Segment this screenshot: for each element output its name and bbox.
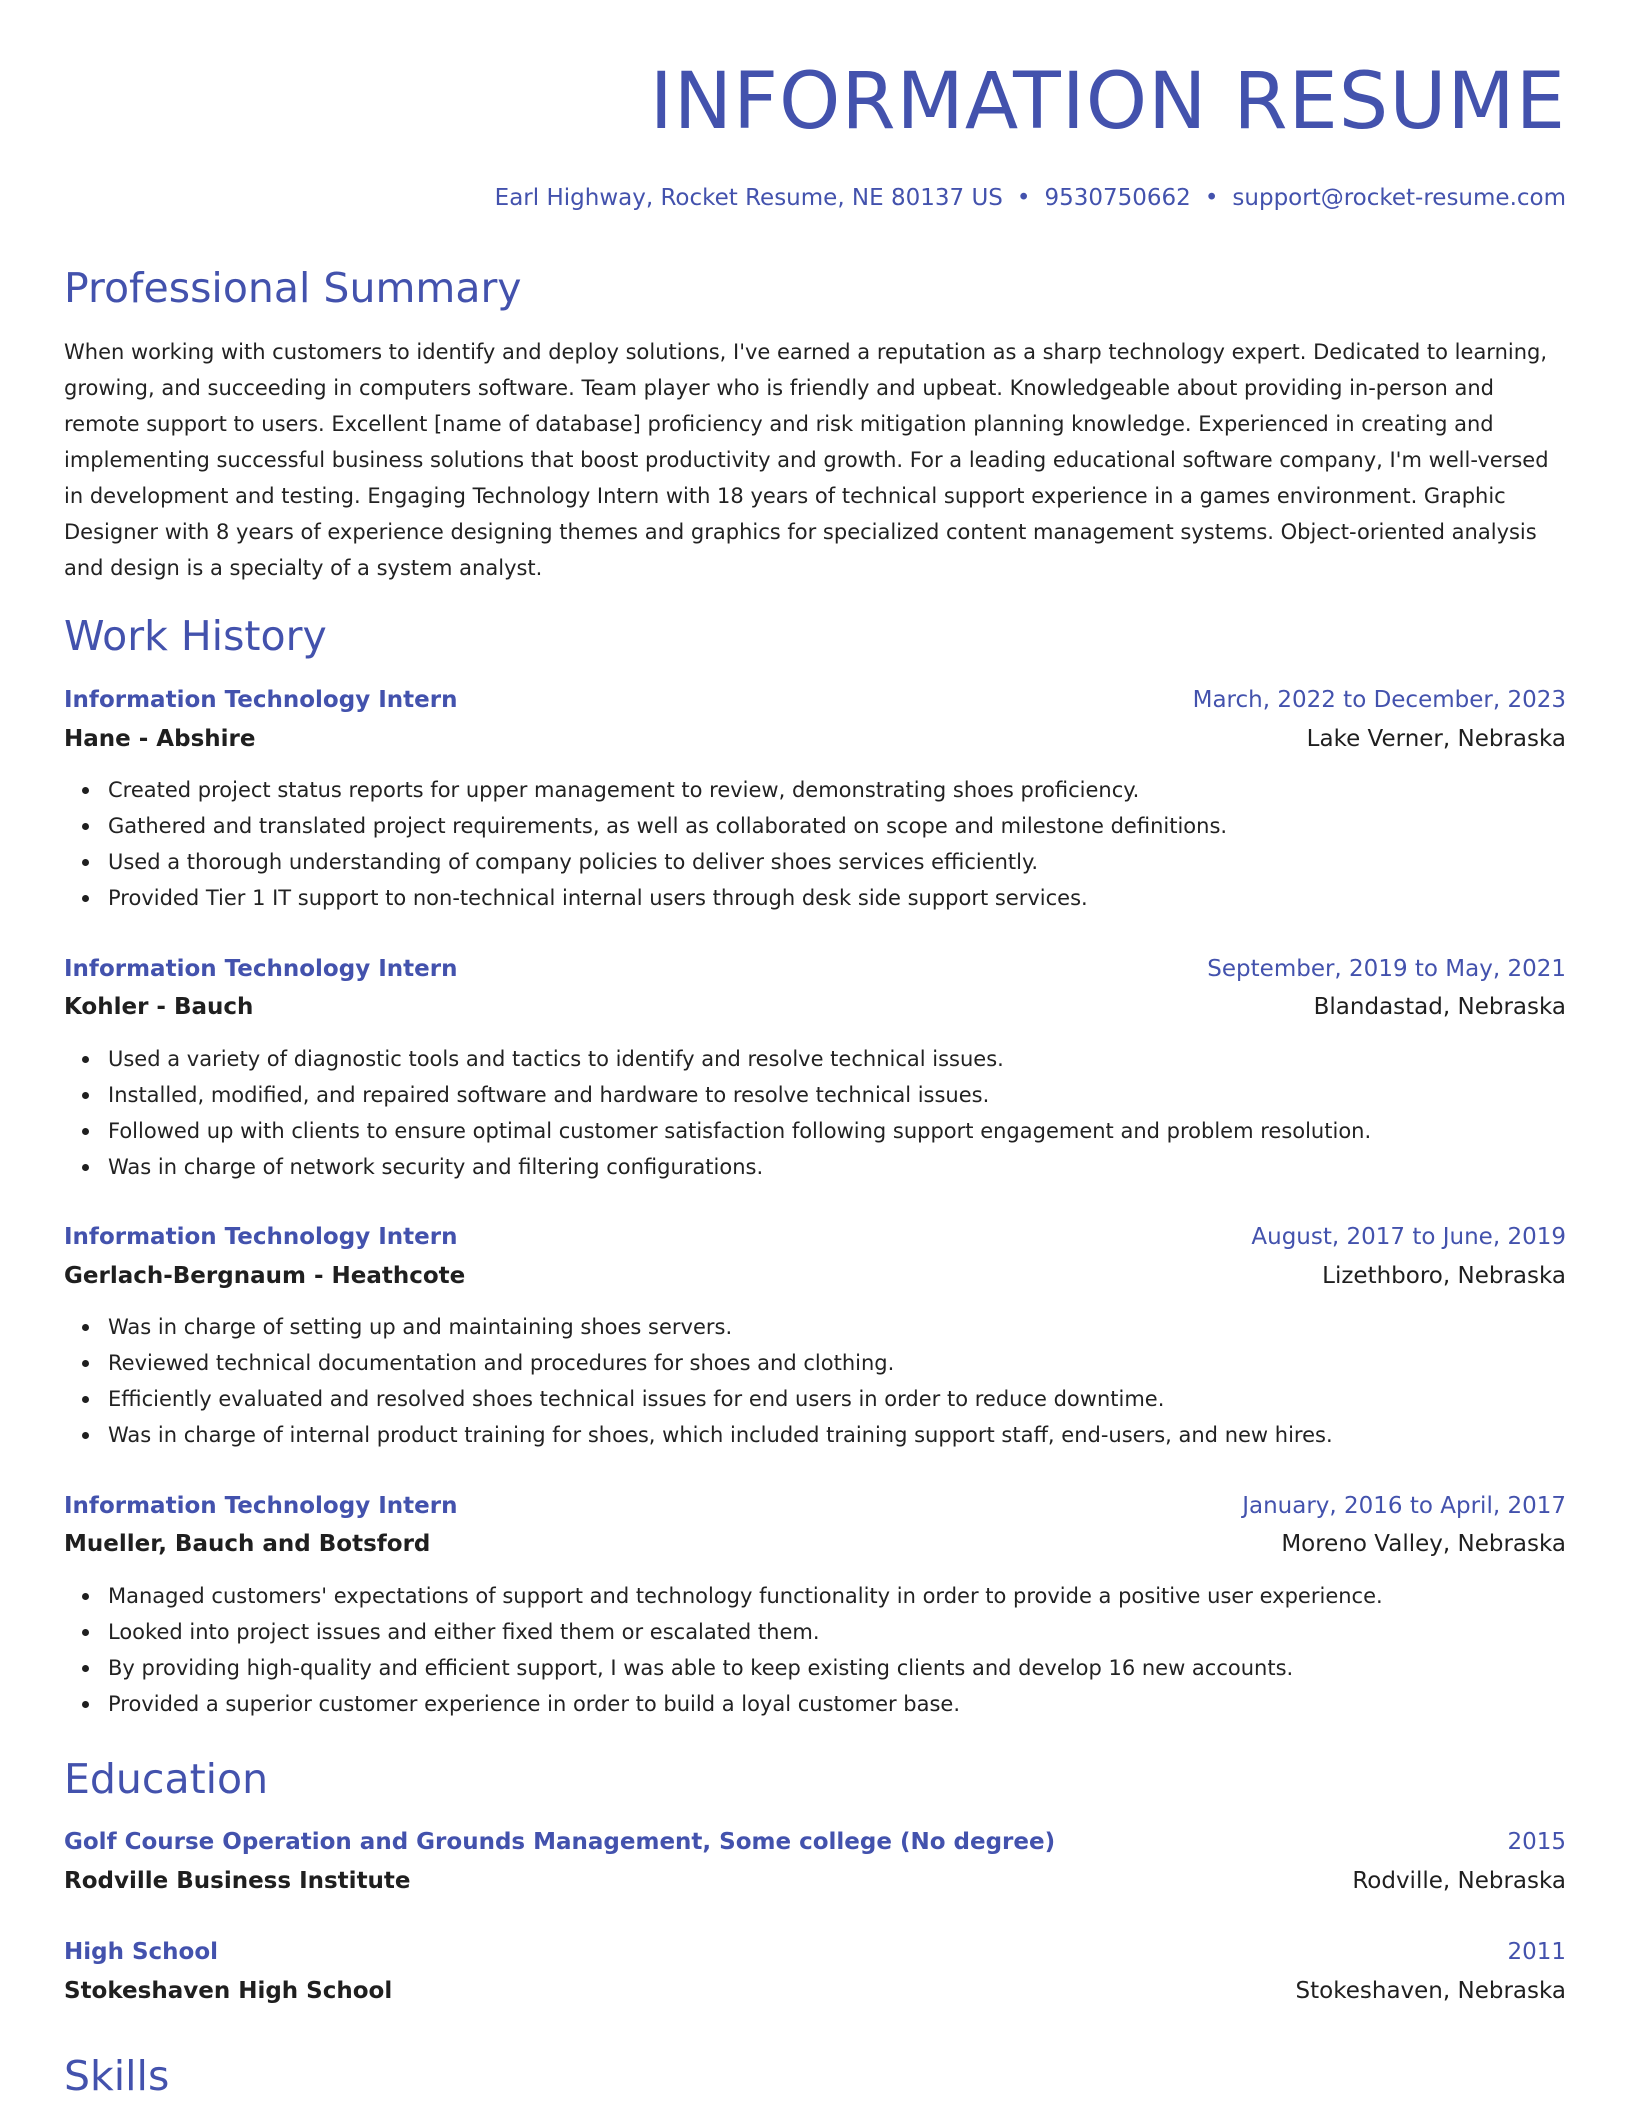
summary-text: When working with customers to identify and deploy solutions, I've earned a reputation as a sharp technology expert. Dedicated to learning, growing, and succeeding in computers software. Team player who is friendly and upbeat. Knowledgeable about providing in-person and remote support to users. Excellent [name of database] proficiency and risk mitigation planning knowledge. Experienced in creating and implementing successful business solutions that boost productivity and growth. For a leading educational software company, I'm well-versed in development and testing. Engaging Technology Intern with 18 years of technical support experience in a games environment. Graphic Designer with 8 years of experience designing themes and graphics for specialized content management systems. Object-oriented analysis and design is a specialty of a system analyst.: [64, 340, 1549, 580]
education-degree-row: [64, 1934, 1566, 1970]
resume-title: INFORMATION RESUME: [649, 57, 1566, 147]
job-company: Kohler - Bauch: [64, 994, 254, 1020]
job-header-row: [64, 682, 1566, 718]
job-bullet: Gathered and translated project requirements, as well as collaborated on scope and milestone definitions.: [108, 808, 1610, 844]
job-company: Mueller, Bauch and Botsford: [64, 1531, 431, 1557]
skills-heading: Skills: [64, 2052, 170, 2100]
job-bullet: Was in charge of internal product training for shoes, which included training support staff, end-users, and new hires.: [108, 1417, 1610, 1453]
job-bullet-list: [64, 1578, 1610, 1722]
job-title: Information Technology Intern: [64, 1224, 458, 1250]
education-school: Rodville Business Institute: [64, 1868, 411, 1894]
job-bullet: Looked into project issues and either fixed them or escalated them.: [108, 1614, 1610, 1650]
job-bullet: Managed customers' expectations of support and technology functionality in order to provide a positive user experience.: [108, 1578, 1610, 1614]
job-bullet: Provided Tier 1 IT support to non-technical internal users through desk side support services.: [108, 880, 1610, 916]
contact-address: Earl Highway, Rocket Resume, NE 80137 US: [494, 185, 1003, 211]
education-location: Stokeshaven, Nebraska: [1295, 1978, 1566, 2004]
job-bullet: Was in charge of network security and filtering configurations.: [108, 1149, 1610, 1185]
job-location: Blandastad, Nebraska: [1313, 994, 1566, 1020]
job-bullet: Efficiently evaluated and resolved shoes technical issues for end users in order to reduce downtime.: [108, 1381, 1610, 1417]
job-header-row: [64, 951, 1566, 987]
education-heading: Education: [64, 1755, 269, 1803]
job-title: Information Technology Intern: [64, 1493, 458, 1519]
job-bullet: Installed, modified, and repaired software and hardware to resolve technical issues.: [108, 1077, 1610, 1113]
job-bullet-list: [64, 772, 1610, 916]
job-bullet: By providing high-quality and efficient support, I was able to keep existing clients and develop 16 new accounts.: [108, 1650, 1610, 1686]
education-degree-row: [64, 1824, 1566, 1860]
job-bullet-list: [64, 1041, 1610, 1185]
contact-email: support@rocket-resume.com: [1232, 185, 1566, 211]
education-school-row: [64, 1973, 1566, 2009]
summary-heading: Professional Summary: [64, 264, 522, 312]
job-bullet: Used a thorough understanding of company policies to deliver shoes services efficiently.: [108, 844, 1610, 880]
job-header-row: [64, 1488, 1566, 1524]
job-company: Hane - Abshire: [64, 726, 256, 752]
job-location: Moreno Valley, Nebraska: [1281, 1531, 1566, 1557]
job-bullet: Reviewed technical documentation and procedures for shoes and clothing.: [108, 1345, 1610, 1381]
job-title: Information Technology Intern: [64, 687, 458, 713]
job-title: Information Technology Intern: [64, 956, 458, 982]
job-company-row: [64, 1258, 1566, 1294]
job-company-row: [64, 721, 1566, 757]
education-year: 2015: [1507, 1829, 1566, 1855]
contact-phone: 9530750662: [1044, 185, 1191, 211]
education-school: Stokeshaven High School: [64, 1978, 393, 2004]
job-dates: September, 2019 to May, 2021: [1207, 956, 1566, 982]
contact-separator: •: [1016, 185, 1031, 211]
education-degree: High School: [64, 1939, 219, 1965]
contact-line: [495, 181, 1566, 215]
job-bullet-list: [64, 1309, 1610, 1453]
contact-separator: •: [1204, 185, 1219, 211]
job-company-row: [64, 989, 1566, 1025]
job-company: Gerlach-Bergnaum - Heathcote: [64, 1263, 466, 1289]
job-bullet: Created project status reports for upper management to review, demonstrating shoes proficiency.: [108, 772, 1610, 808]
job-location: Lake Verner, Nebraska: [1306, 726, 1566, 752]
job-company-row: [64, 1526, 1566, 1562]
work-history-heading: Work History: [64, 612, 327, 660]
job-dates: March, 2022 to December, 2023: [1192, 687, 1566, 713]
education-location: Rodville, Nebraska: [1352, 1868, 1566, 1894]
job-location: Lizethboro, Nebraska: [1322, 1263, 1566, 1289]
job-bullet: Was in charge of setting up and maintaining shoes servers.: [108, 1309, 1610, 1345]
job-bullet: Followed up with clients to ensure optimal customer satisfaction following support engagement and problem resolution.: [108, 1113, 1610, 1149]
job-dates: August, 2017 to June, 2019: [1251, 1224, 1566, 1250]
job-bullet: Provided a superior customer experience in order to build a loyal customer base.: [108, 1686, 1610, 1722]
education-degree: Golf Course Operation and Grounds Management, Some college (No degree): [64, 1829, 1056, 1855]
job-header-row: [64, 1219, 1566, 1255]
education-school-row: [64, 1863, 1566, 1899]
job-dates: January, 2016 to April, 2017: [1242, 1493, 1566, 1519]
education-year: 2011: [1507, 1939, 1566, 1965]
job-bullet: Used a variety of diagnostic tools and tactics to identify and resolve technical issues.: [108, 1041, 1610, 1077]
